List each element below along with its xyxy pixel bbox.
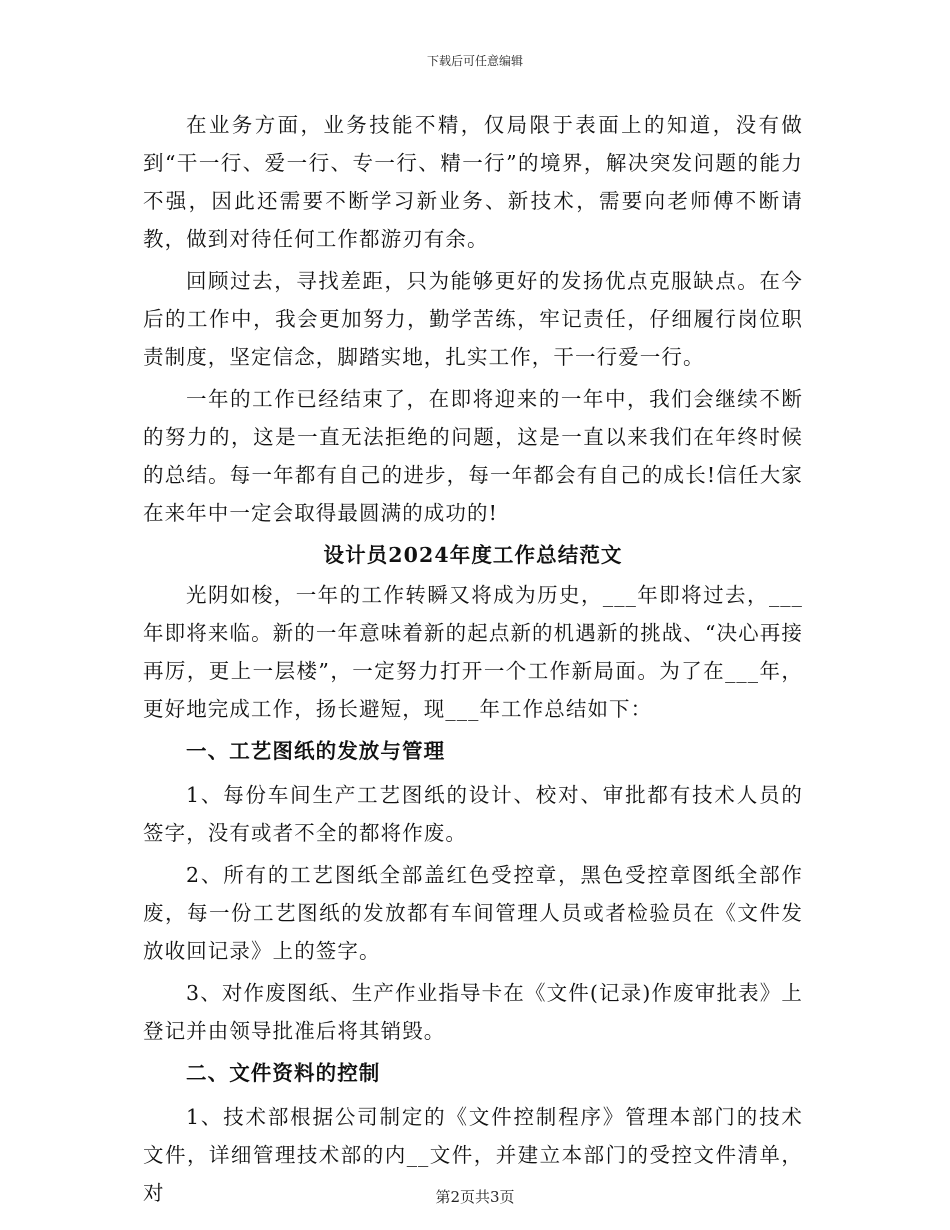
section-item: 1、每份车间生产工艺图纸的设计、校对、审批都有技术人员的签字，没有或者不全的都将作废。 xyxy=(143,783,803,845)
section-item: 2、所有的工艺图纸全部盖红色受控章，黑色受控章图纸全部作废，每一份工艺图纸的发放都有车间管理人员或者检验员在《文件发放收回记录》上的签字。 xyxy=(143,863,803,963)
intro-paragraph: 光阴如梭，一年的工作转瞬又将成为历史，___年即将过去，___年即将来临。新的一年意味着新的起点新的机遇新的挑战、“决心再接再厉，更上一层楼”，一定努力打开一个工作新局面。为了在___年，更好地完成工作，扬长避短，现___年工作总结如下： xyxy=(143,583,803,721)
paragraph: 回顾过去，寻找差距，只为能够更好的发扬优点克服缺点。在今后的工作中，我会更加努力，勤学苦练，牢记责任，仔细履行岗位职责制度，坚定信念，脚踏实地，扎实工作，干一行爱一行。 xyxy=(143,269,803,369)
section-item: 3、对作废图纸、生产作业指导卡在《文件(记录)作废审批表》上登记并由领导批准后将其销毁。 xyxy=(143,981,803,1043)
section-heading: 一、工艺图纸的发放与管理 xyxy=(186,739,446,763)
section-item: 1、技术部根据公司制定的《文件控制程序》管理本部门的技术文件，详细管理技术部的内__文件，并建立本部门的受控文件清单，对 xyxy=(143,1105,803,1205)
document-title: 设计员2024年度工作总结范文 xyxy=(323,543,623,567)
section-heading: 二、文件资料的控制 xyxy=(186,1061,381,1085)
paragraph: 一年的工作已经结束了，在即将迎来的一年中，我们会继续不断的努力的，这是一直无法拒绝的问题，这是一直以来我们在年终时候的总结。每一年都有自己的进步，每一年都会有自己的成长!信任大家在来年中一定会取得最圆满的成功的! xyxy=(143,387,803,525)
page-header: 下载后可任意编辑 xyxy=(426,54,523,68)
paragraph: 在业务方面，业务技能不精，仅局限于表面上的知道，没有做到“干一行、爱一行、专一行、精一行”的境界，解决突发问题的能力不强，因此还需要不断学习新业务、新技术，需要向老师傅不断请教，做到对待任何工作都游刃有余。 xyxy=(143,113,803,251)
document-body xyxy=(143,106,803,1216)
page-footer: 第2页共3页 xyxy=(435,1188,515,1206)
